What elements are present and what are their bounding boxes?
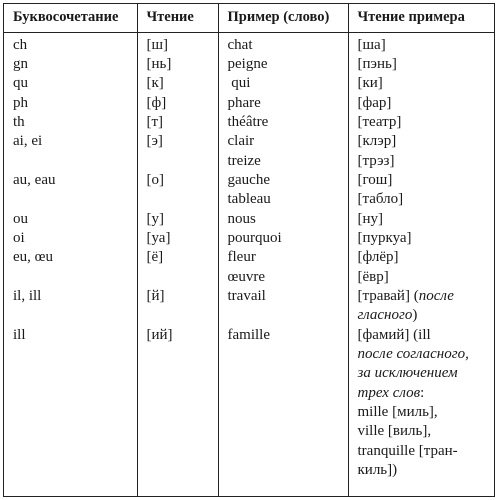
cell: [ш] <box>146 36 169 53</box>
cell: [ну] <box>357 210 384 227</box>
cell: ph <box>13 94 28 111</box>
cell: [фар] <box>357 94 392 111</box>
cell <box>228 306 344 325</box>
cell: [у] <box>146 210 164 227</box>
header-example-word: Пример (слово) <box>218 4 348 32</box>
cell: [ё] <box>146 249 164 266</box>
cell: travail <box>227 287 266 304</box>
cell <box>147 268 214 287</box>
cell: treize <box>227 152 261 169</box>
cell: [уа] <box>146 229 171 246</box>
column-example-word <box>218 32 348 496</box>
cell: gauche <box>227 171 270 188</box>
cell: [пэнь] <box>357 55 397 72</box>
cell: œuvre <box>227 268 265 285</box>
cell: [й] <box>146 287 165 304</box>
cell: théâtre <box>227 113 269 130</box>
header-example-reading: Чтение примера <box>348 4 494 32</box>
cell: tableau <box>227 191 271 208</box>
cell: [э] <box>146 133 163 150</box>
cell: peigne <box>227 55 268 72</box>
cell: pourquoi <box>227 229 282 246</box>
cell: il, ill <box>13 287 42 304</box>
cell: gn <box>13 55 28 72</box>
cell: fleur <box>227 249 256 266</box>
column-example-reading <box>348 32 494 496</box>
column-reading <box>137 32 218 496</box>
cell: ill <box>13 326 26 343</box>
cell <box>147 152 214 171</box>
cell: mille [миль], <box>357 404 438 421</box>
cell: гласного) <box>357 307 418 324</box>
cell: [театр] <box>357 113 402 130</box>
cell: [фамий] (ill <box>357 326 431 343</box>
cell: [ёвр] <box>357 268 389 285</box>
cell: после согласного, <box>357 346 469 362</box>
cell: ville [виль], <box>357 423 432 440</box>
header-reading: Чтение <box>137 4 218 32</box>
cell: th <box>13 113 25 130</box>
cell: [табло] <box>357 191 404 208</box>
cell: за исключением <box>357 365 458 382</box>
cell: [флёр] <box>357 249 399 266</box>
cell: ai, ei <box>13 133 43 150</box>
cell: [трэз] <box>357 152 395 169</box>
cell: tranquille [тран- <box>357 442 458 459</box>
cell: au, eau <box>13 171 56 188</box>
cell: chat <box>227 36 253 53</box>
cell <box>13 268 133 287</box>
column-letter-combination <box>4 32 137 496</box>
cell: [о] <box>146 171 164 188</box>
cell <box>147 306 214 325</box>
reading-rules-table <box>3 3 495 497</box>
cell: eu, œu <box>13 249 53 266</box>
cell: трех слов: <box>357 384 425 401</box>
cell: [ий] <box>146 326 173 343</box>
cell: qu <box>13 75 28 92</box>
cell: qui <box>227 75 251 92</box>
table-body-row <box>4 32 494 496</box>
cell: киль]) <box>357 462 398 479</box>
cell: [травай] (после <box>357 287 454 304</box>
table <box>4 4 494 496</box>
cell: [нь] <box>146 55 172 72</box>
header-row <box>4 4 494 32</box>
cell: clair <box>227 133 255 150</box>
cell: oi <box>13 229 25 246</box>
cell: [клэр] <box>357 133 397 150</box>
cell <box>13 190 133 209</box>
cell <box>13 306 133 325</box>
cell: [гош] <box>357 171 393 188</box>
cell: famille <box>227 326 270 343</box>
cell: [ша] <box>357 36 386 53</box>
cell: phare <box>227 94 261 111</box>
cell: nous <box>227 210 256 227</box>
header-letter-combination: Буквосочетание <box>4 4 137 32</box>
cell: [пуркуа] <box>357 229 412 246</box>
cell: ch <box>13 36 28 53</box>
cell: [к] <box>146 75 164 92</box>
cell <box>147 190 214 209</box>
cell: [т] <box>146 113 164 130</box>
cell: [ки] <box>357 75 383 92</box>
cell <box>13 152 133 171</box>
cell: [ф] <box>146 94 167 111</box>
cell: ou <box>13 210 28 227</box>
